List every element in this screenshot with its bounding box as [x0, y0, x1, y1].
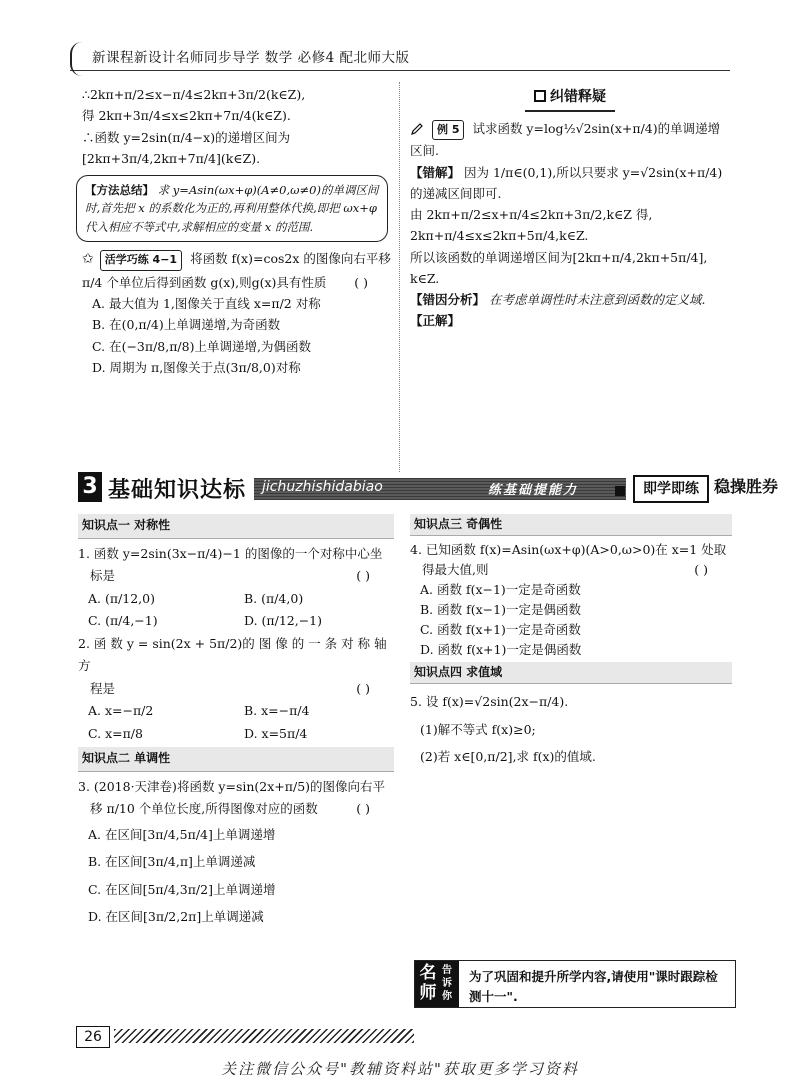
method-summary-tag: 【方法总结】: [85, 183, 154, 197]
knowledge-point-3: 知识点三 奇偶性: [410, 514, 732, 536]
practice-question: [82, 248, 392, 293]
example-question: [410, 118, 730, 162]
q2-option-b: B. x=−π/4: [244, 703, 310, 719]
header-bracket: [70, 42, 84, 76]
teacher-tip-message: 为了巩固和提升所学内容,请使用"课时跟踪检测十一".: [469, 969, 718, 1004]
teacher-logo-big: 名师: [419, 963, 437, 1003]
answer-paren: ( ): [354, 274, 368, 290]
wrong-solution-tag: 【错解】: [410, 164, 461, 180]
q3-option-b: B. 在区间[3π/4,π]上单调递减: [88, 854, 256, 870]
q3-option-a: A. 在区间[3π/4,5π/4]上单调递增: [88, 826, 276, 842]
question-5: 5. 设 f(x)=√2sin(2x−π/4).: [410, 694, 569, 710]
banner-pinyin: jichuzhishidabiao: [262, 479, 383, 495]
practice-option-d: D. 周期为 π,图像关于点(3π/8,0)对称: [92, 359, 301, 375]
answer-paren: ( ): [356, 680, 370, 696]
teacher-logo-small: 告诉你: [442, 965, 452, 1002]
teacher-logo: [415, 961, 459, 1007]
method-summary-text: 求 y=Asin(ωx+φ)(A≠0,ω≠0)的单调区间时,首先把 x 的系数化为正的,再利用整体代换,即把 ωx+φ 代入相应不等式中,求解相应的变量 x 的范围.: [85, 183, 379, 234]
section-banner: [78, 472, 779, 504]
question-5-part-1: (1)解不等式 f(x)≥0;: [420, 721, 536, 737]
solution-line-1: ∴2kπ+π/2≤x−π/4≤2kπ+3π/2(k∈Z),: [82, 87, 306, 102]
pencil-icon: [410, 122, 424, 136]
question-2-line-1: 2. 函 数 y = sin(2x + 5π/2)的 图 像 的 一 条 对 称 轴 方: [78, 635, 387, 674]
q2-option-a: A. x=−π/2: [88, 703, 154, 719]
error-reason-tag: 【错因分析】: [410, 292, 486, 308]
question-3-line-2: 移 π/10 个单位长度,所得图像对应的函数: [90, 801, 318, 817]
banner-tab-practice: 即学即练: [633, 475, 709, 503]
solution-line-3: ∴函数 y=2sin(π/4−x)的递增区间为: [82, 129, 291, 145]
wrong-line-2: 的递减区间即可.: [410, 185, 502, 201]
wrong-line-3: 由 2kπ+π/2≤x+π/4≤2kπ+3π/2,k∈Z 得,: [410, 207, 653, 223]
practice-option-b: B. 在(0,π/4)上单调递增,为奇函数: [92, 317, 281, 333]
question-1-line-2: 标是: [90, 568, 116, 584]
example-tag: 例 5: [432, 120, 464, 141]
question-3-line-1: 3. (2018·天津卷)将函数 y=sin(2x+π/5)的图像向右平: [78, 778, 386, 794]
q4-option-a: A. 函数 f(x−1)一定是奇函数: [420, 582, 581, 598]
banner-number: 3: [78, 472, 102, 502]
practice-option-c: C. 在(−3π/8,π/8)上单调递增,为偶函数: [92, 338, 311, 354]
correct-solution-tag: 【正解】: [410, 313, 461, 329]
method-summary-box: [76, 175, 388, 242]
banner-tab-win: 稳操胜券: [714, 475, 800, 499]
practice-tag: 活学巧练 4−1: [100, 250, 182, 271]
right-bottom-column: [410, 512, 732, 771]
q3-option-d: D. 在区间[3π/2,2π]上单调递减: [88, 909, 264, 925]
q2-option-c: C. x=π/8: [88, 725, 143, 741]
answer-paren: ( ): [356, 568, 370, 584]
left-bottom-column: [78, 512, 394, 931]
banner-slogan: 练基础提能力: [488, 483, 579, 498]
q1-option-b: B. (π/4,0): [244, 590, 304, 606]
q1-option-a: A. (π/12,0): [88, 590, 155, 606]
solution-line-2: 得 2kπ+3π/4≤x≤2kπ+7π/4(k∈Z).: [82, 108, 291, 124]
wrong-line-1: 因为 1/π∈(0,1),所以只要求 y=√2sin(x+π/4): [464, 164, 723, 180]
question-4-line-1: 4. 已知函数 f(x)=Asin(ωx+φ)(A>0,ω>0)在 x=1 处取: [410, 542, 727, 558]
question-1-options: [78, 588, 394, 633]
wrong-line-5: 所以该函数的单调递增区间为[2kπ+π/4,2kπ+5π/4],: [410, 249, 708, 265]
q4-option-d: D. 函数 f(x+1)一定是偶函数: [420, 642, 582, 658]
star-icon: ✩: [82, 251, 94, 268]
q1-option-c: C. (π/4,−1): [88, 613, 158, 629]
knowledge-point-2: 知识点二 单调性: [78, 747, 394, 772]
column-divider: [399, 82, 400, 472]
q4-option-b: B. 函数 f(x−1)一定是偶函数: [420, 602, 581, 618]
knowledge-point-4: 知识点四 求值域: [410, 662, 732, 684]
answer-paren: ( ): [356, 801, 370, 817]
q4-option-c: C. 函数 f(x+1)一定是奇函数: [420, 622, 581, 638]
right-top-column: [410, 86, 730, 332]
banner-title: 基础知识达标: [108, 478, 247, 503]
page-header: [70, 38, 730, 71]
page-number: 26: [76, 1026, 110, 1048]
question-1-line-1: 1. 函数 y=2sin(3x−π/4)−1 的图像的一个对称中心坐: [78, 545, 383, 561]
watermark-text: 关注微信公众号"教辅资料站"获取更多学习资料: [221, 1060, 579, 1078]
answer-paren: ( ): [694, 562, 708, 578]
wrong-line-4: 2kπ+π/4≤x≤2kπ+5π/4,k∈Z.: [410, 228, 589, 244]
question-5-part-2: (2)若 x∈[0,π/2],求 f(x)的值域.: [420, 749, 596, 765]
footer-hatch: [114, 1029, 414, 1043]
wrong-line-6: k∈Z.: [410, 270, 440, 286]
question-4-line-2: 得最大值,则: [422, 562, 489, 578]
knowledge-point-1: 知识点一 对称性: [78, 514, 394, 539]
question-2-options: [78, 700, 394, 745]
practice-question-text: 将函数 f(x)=cos2x 的图像向右平移 π/4 个单位后得到函数 g(x),则g(x)具有性质: [82, 251, 391, 290]
question-2-line-2: 程是: [90, 680, 116, 696]
q1-option-d: D. (π/12,−1): [244, 613, 323, 629]
example-question-text: 试求函数 y=log½√2sin(x+π/4)的单调递增区间.: [410, 120, 721, 159]
left-top-column: [82, 84, 392, 378]
error-section-title: [525, 86, 615, 112]
q2-option-d: D. x=5π/4: [244, 725, 308, 741]
header-title: 新课程新设计名师同步导学 数学 必修4 配北师大版: [92, 50, 410, 66]
banner-square-icon: [615, 486, 625, 496]
error-section-label: 纠错释疑: [550, 89, 606, 105]
section-icon: [534, 90, 546, 102]
solution-line-4: [2kπ+3π/4,2kπ+7π/4](k∈Z).: [82, 150, 261, 166]
page-footer: [76, 1026, 426, 1048]
error-reason-text: 在考虑单调性时未注意到函数的定义域.: [489, 292, 706, 308]
practice-option-a: A. 最大值为 1,图像关于直线 x=π/2 对称: [92, 296, 321, 312]
q3-option-c: C. 在区间[5π/4,3π/2]上单调递增: [88, 881, 276, 897]
teacher-tip-box: [414, 960, 736, 1008]
